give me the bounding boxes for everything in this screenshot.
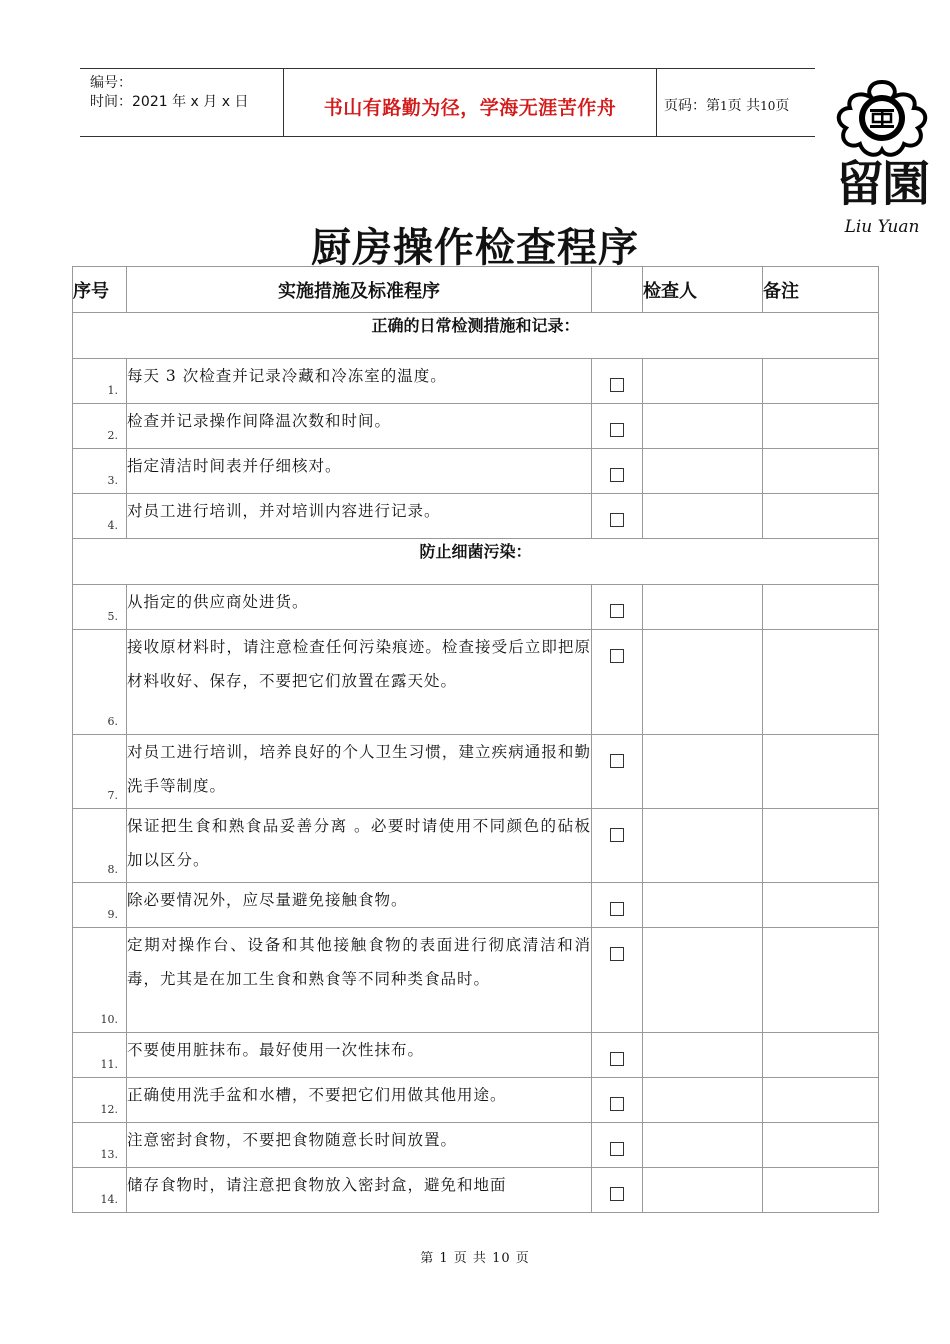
row-procedure-text: 不要使用脏抹布。最好使用一次性抹布。: [127, 1033, 592, 1078]
table-row: [73, 1123, 879, 1168]
table-row: [73, 1168, 879, 1213]
row-remarks-cell[interactable]: [763, 359, 879, 404]
table-row: [73, 735, 879, 809]
checkbox-icon[interactable]: [610, 1097, 624, 1111]
row-number: 8.: [107, 863, 118, 876]
checkbox-icon[interactable]: [610, 828, 624, 842]
row-number-cell: [73, 1078, 127, 1123]
page-info-mid: 页 共: [727, 98, 761, 114]
row-inspector-cell[interactable]: [643, 1078, 763, 1123]
row-inspector-cell[interactable]: [643, 1123, 763, 1168]
row-checkbox-cell[interactable]: [592, 1168, 643, 1213]
row-procedure-text: 每天 3 次检查并记录冷藏和冷冻室的温度。: [127, 359, 592, 404]
lotus-emblem-icon: [826, 78, 938, 158]
row-checkbox-cell[interactable]: [592, 494, 643, 539]
table-row: [73, 585, 879, 630]
footer-prefix: 第: [420, 1251, 435, 1266]
section-title: 正确的日常检测措施和记录：: [73, 313, 879, 359]
row-inspector-cell[interactable]: [643, 449, 763, 494]
checkbox-icon[interactable]: [610, 423, 624, 437]
header-remarks: 备注: [763, 267, 879, 313]
logo-chinese-name: 留園: [835, 156, 928, 212]
row-procedure-text: 正确使用洗手盆和水槽，不要把它们用做其他用途。: [127, 1078, 592, 1123]
row-number-cell: [73, 1033, 127, 1078]
row-inspector-cell[interactable]: [643, 585, 763, 630]
row-inspector-cell[interactable]: [643, 404, 763, 449]
row-checkbox-cell[interactable]: [592, 735, 643, 809]
row-number: 14.: [100, 1193, 118, 1206]
section-row: [73, 539, 879, 585]
row-number-cell: [73, 1168, 127, 1213]
row-inspector-cell[interactable]: [643, 809, 763, 883]
row-procedure-text: 指定清洁时间表并仔细核对。: [127, 449, 592, 494]
row-number: 11.: [100, 1058, 118, 1071]
row-inspector-cell[interactable]: [643, 630, 763, 735]
table-row: [73, 494, 879, 539]
row-procedure-text: 注意密封食物，不要把食物随意长时间放置。: [127, 1123, 592, 1168]
row-number: 9.: [107, 908, 118, 921]
row-checkbox-cell[interactable]: [592, 449, 643, 494]
row-remarks-cell[interactable]: [763, 494, 879, 539]
row-number: 4.: [107, 519, 118, 532]
row-checkbox-cell[interactable]: [592, 585, 643, 630]
row-remarks-cell[interactable]: [763, 1033, 879, 1078]
document-code-label: 编号：: [90, 75, 132, 91]
table-row: [73, 404, 879, 449]
page-info-total: 10: [760, 99, 776, 113]
table-row: [73, 809, 879, 883]
header-page-cell: [656, 69, 815, 136]
table-row: [73, 449, 879, 494]
row-procedure-text: 检查并记录操作间降温次数和时间。: [127, 404, 592, 449]
row-procedure-text: 定期对操作台、设备和其他接触食物的表面进行彻底清洁和消毒，尤其是在加工生食和熟食等不同种类食品时。: [127, 928, 592, 1033]
row-procedure-text: 从指定的供应商处进货。: [127, 585, 592, 630]
row-checkbox-cell[interactable]: [592, 1033, 643, 1078]
row-procedure-text: 对员工进行培训，并对培训内容进行记录。: [127, 494, 592, 539]
row-number: 5.: [107, 610, 118, 623]
page-info-number: 1: [720, 99, 728, 113]
row-number-cell: [73, 449, 127, 494]
checkbox-icon[interactable]: [610, 468, 624, 482]
row-number: 1.: [107, 384, 118, 397]
header-standard-procedure: 实施措施及标准程序: [127, 267, 592, 313]
row-number-cell: [73, 883, 127, 928]
row-procedure-text: 保证把生食和熟食品妥善分离 。必要时请使用不同颜色的砧板加以区分。: [127, 809, 592, 883]
row-number: 6.: [107, 715, 118, 728]
table-row: [73, 1078, 879, 1123]
footer-total-pages: 10: [492, 1251, 511, 1266]
checkbox-icon[interactable]: [610, 604, 624, 618]
page-info: [664, 95, 789, 115]
row-number: 2.: [107, 429, 118, 442]
row-procedure-text: 除必要情况外，应尽量避免接触食物。: [127, 883, 592, 928]
checkbox-icon[interactable]: [610, 649, 624, 663]
row-checkbox-cell[interactable]: [592, 1078, 643, 1123]
table-row: [73, 928, 879, 1033]
row-remarks-cell[interactable]: [763, 404, 879, 449]
row-number-cell: [73, 404, 127, 449]
row-number-cell: [73, 1123, 127, 1168]
row-number: 13.: [100, 1148, 118, 1161]
inspection-table: [72, 266, 879, 1213]
checkbox-icon[interactable]: [610, 1142, 624, 1156]
header-meta-cell: [80, 69, 283, 136]
checkbox-icon[interactable]: [610, 513, 624, 527]
row-remarks-cell[interactable]: [763, 1078, 879, 1123]
row-number-cell: [73, 359, 127, 404]
table-row: [73, 883, 879, 928]
table-row: [73, 630, 879, 735]
logo-english-name: Liu Yuan: [844, 217, 920, 237]
row-remarks-cell[interactable]: [763, 1123, 879, 1168]
row-number-cell: [73, 585, 127, 630]
footer-page-number: 1: [439, 1251, 449, 1266]
table-row: [73, 359, 879, 404]
row-number: 12.: [100, 1103, 118, 1116]
row-remarks-cell[interactable]: [763, 630, 879, 735]
row-inspector-cell[interactable]: [643, 883, 763, 928]
row-number-cell: [73, 735, 127, 809]
row-remarks-cell[interactable]: [763, 449, 879, 494]
row-checkbox-cell[interactable]: [592, 883, 643, 928]
motto-text: 书山有路勤为径，学海无涯苦作舟: [323, 97, 617, 119]
table-row: [73, 1033, 879, 1078]
row-number: 7.: [107, 789, 118, 802]
row-checkbox-cell[interactable]: [592, 809, 643, 883]
page-info-prefix: 页码：第: [664, 98, 720, 114]
checkbox-icon[interactable]: [610, 1187, 624, 1201]
section-title: 防止细菌污染：: [73, 539, 879, 585]
page-info-suffix: 页: [775, 98, 790, 114]
row-number-cell: [73, 809, 127, 883]
row-remarks-cell[interactable]: [763, 735, 879, 809]
row-remarks-cell[interactable]: [763, 883, 879, 928]
row-procedure-text: 对员工进行培训，培养良好的个人卫生习惯，建立疾病通报和勤洗手等制度。: [127, 735, 592, 809]
row-inspector-cell[interactable]: [643, 735, 763, 809]
row-number-cell: [73, 494, 127, 539]
row-inspector-cell[interactable]: [643, 928, 763, 1033]
row-number-cell: [73, 928, 127, 1033]
row-inspector-cell[interactable]: [643, 359, 763, 404]
checkbox-icon[interactable]: [610, 1052, 624, 1066]
row-checkbox-cell[interactable]: [592, 630, 643, 735]
checkbox-icon[interactable]: [610, 378, 624, 392]
document-date: 时间：2021 年 x 月 x 日: [90, 94, 249, 110]
page-footer: [0, 1247, 950, 1266]
footer-suffix: 页: [515, 1251, 530, 1266]
header-serial-number: 序号: [73, 267, 127, 313]
row-checkbox-cell[interactable]: [592, 404, 643, 449]
section-row: [73, 313, 879, 359]
table-header-row: [73, 267, 879, 313]
row-remarks-cell[interactable]: [763, 1168, 879, 1213]
row-remarks-cell[interactable]: [763, 928, 879, 1033]
row-inspector-cell[interactable]: [643, 1033, 763, 1078]
row-procedure-text: 储存食物时，请注意把食物放入密封盒，避免和地面: [127, 1168, 592, 1213]
page-header: [80, 68, 815, 137]
checkbox-icon[interactable]: [610, 947, 624, 961]
row-remarks-cell[interactable]: [763, 809, 879, 883]
table-body: [73, 313, 879, 1213]
row-number-cell: [73, 630, 127, 735]
checkbox-icon[interactable]: [610, 902, 624, 916]
row-checkbox-cell[interactable]: [592, 359, 643, 404]
row-inspector-cell[interactable]: [643, 494, 763, 539]
header-inspector: 检查人: [643, 267, 763, 313]
row-remarks-cell[interactable]: [763, 585, 879, 630]
checkbox-icon[interactable]: [610, 754, 624, 768]
row-checkbox-cell[interactable]: [592, 928, 643, 1033]
header-motto-cell: [283, 69, 657, 136]
page-title: 厨房操作检查程序: [311, 225, 639, 271]
header-checkbox-column: [592, 267, 643, 313]
row-number: 10.: [100, 1013, 118, 1026]
footer-mid: 页 共: [453, 1251, 487, 1266]
row-number: 3.: [107, 474, 118, 487]
row-procedure-text: 接收原材料时，请注意检查任何污染痕迹。检查接受后立即把原材料收好、保存，不要把它们放置在露天处。: [127, 630, 592, 735]
row-inspector-cell[interactable]: [643, 1168, 763, 1213]
row-checkbox-cell[interactable]: [592, 1123, 643, 1168]
